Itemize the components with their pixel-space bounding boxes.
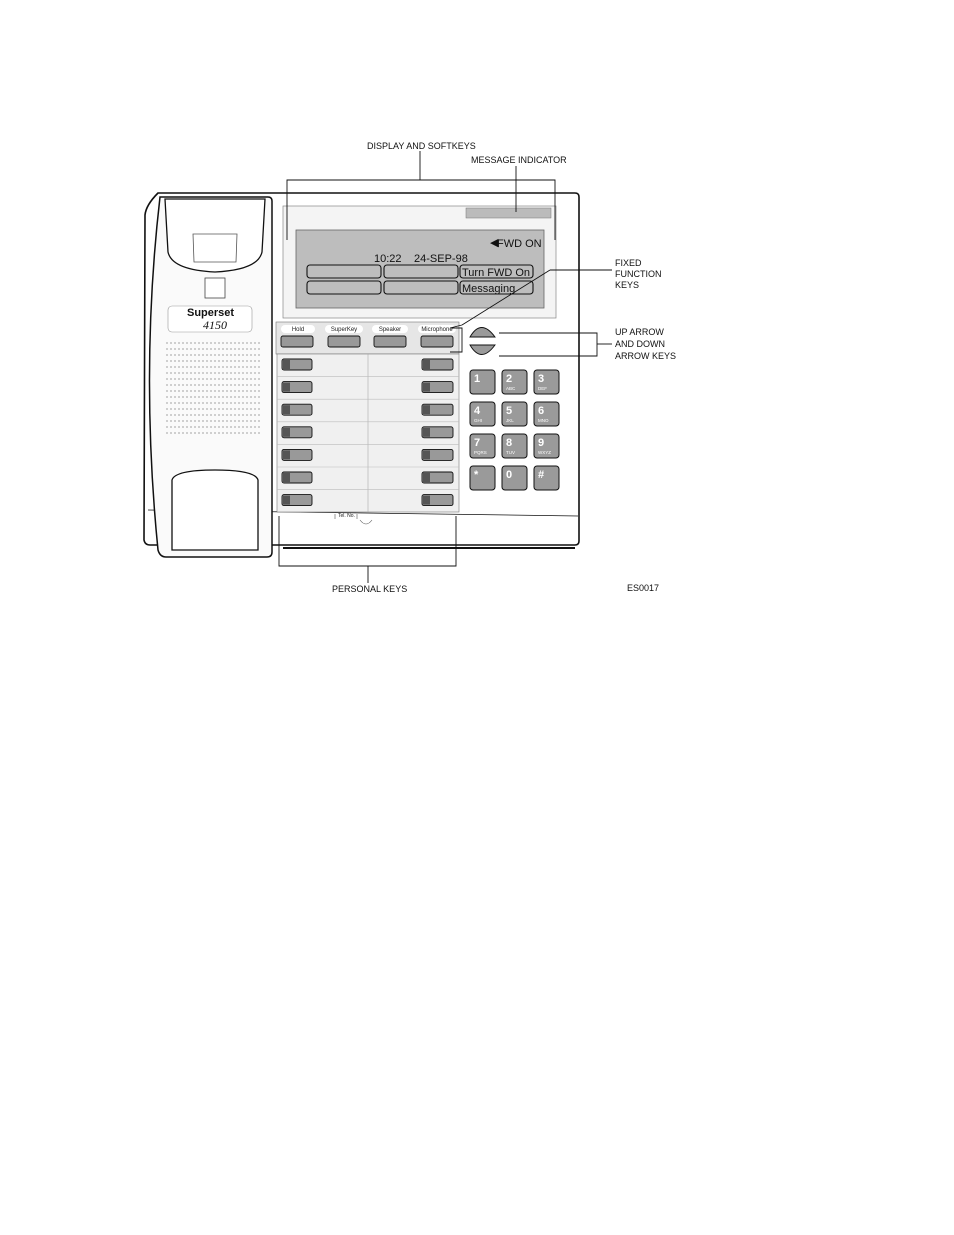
handset[interactable] — [149, 197, 272, 557]
softkey-5[interactable] — [384, 281, 458, 294]
arrow-keys-callout-1: UP ARROW — [615, 327, 664, 337]
dial-key-letters: ABC — [506, 386, 516, 391]
figure-code: ES0017 — [627, 583, 660, 593]
display-date: 24-SEP-98 — [414, 253, 468, 265]
dial-key-number: 5 — [506, 405, 513, 417]
dial-key-number: 0 — [506, 469, 513, 481]
dial-key-number: * — [474, 469, 479, 481]
dial-key-letters: DEF — [538, 386, 547, 391]
dial-key-2[interactable] — [502, 370, 527, 394]
dial-key-1[interactable] — [470, 370, 495, 394]
dial-key-star[interactable] — [470, 466, 495, 490]
dial-key-9[interactable] — [534, 434, 559, 458]
dial-key-hash[interactable] — [534, 466, 559, 490]
dial-key-number: 8 — [506, 437, 513, 449]
brand-name: Superset — [187, 307, 235, 319]
display-time: 10:22 — [374, 253, 402, 265]
dial-key-number: # — [538, 469, 545, 481]
arrow-keys-callout-3: ARROW KEYS — [615, 351, 677, 361]
fixed-function-callout-3: KEYS — [615, 280, 640, 290]
dial-key-number: 3 — [538, 373, 545, 385]
dial-key-number: 7 — [474, 437, 481, 449]
hold-button[interactable] — [281, 336, 313, 347]
personal-keys-callout: PERSONAL KEYS — [332, 584, 408, 594]
dial-key-5[interactable] — [502, 402, 527, 426]
display-status: FWD ON — [497, 238, 542, 250]
dial-key-letters: GHI — [474, 418, 483, 423]
superkey-label: SuperKey — [330, 327, 358, 333]
dial-key-letters: TUV — [506, 450, 515, 455]
model-number: 4150 — [203, 318, 227, 332]
status-arrow-icon: ◀ — [490, 237, 499, 249]
speaker-label: Speaker — [378, 327, 402, 333]
fixed-function-callout-2: FUNCTION — [615, 269, 662, 279]
dial-key-3[interactable] — [534, 370, 559, 394]
microphone-button[interactable] — [421, 336, 453, 347]
dial-key-number: 9 — [538, 437, 545, 449]
dial-key-letters: JKL — [506, 418, 514, 423]
dial-key-0[interactable] — [502, 466, 527, 490]
dial-key-7[interactable] — [470, 434, 495, 458]
dial-key-4[interactable] — [470, 402, 495, 426]
dial-key-letters: PQRS — [474, 450, 487, 455]
dial-key-8[interactable] — [502, 434, 527, 458]
dial-key-letters: WXYZ — [538, 450, 551, 455]
dial-key-number: 2 — [506, 373, 513, 385]
dial-key-number: 4 — [474, 405, 481, 417]
fixed-function-callout-1: FIXED — [615, 258, 642, 268]
hold-label: Hold — [291, 327, 305, 333]
dial-key-number: 1 — [474, 373, 481, 385]
microphone-label: Microphone — [421, 327, 453, 333]
message-indicator — [466, 208, 551, 218]
softkey-2[interactable] — [384, 265, 458, 278]
softkey-4[interactable] — [307, 281, 381, 294]
display-softkeys-callout: DISPLAY AND SOFTKEYS — [367, 141, 476, 151]
message-indicator-callout: MESSAGE INDICATOR — [471, 155, 567, 165]
dial-key-number: 6 — [538, 405, 545, 417]
arrow-keys-callout-2: AND DOWN — [615, 339, 665, 349]
softkey-1[interactable] — [307, 265, 381, 278]
speaker-button[interactable] — [374, 336, 406, 347]
softkey-label-2: Messaging — [462, 283, 516, 295]
superkey-button[interactable] — [328, 336, 360, 347]
tel-no-label: Tel. No. — [338, 513, 355, 519]
dial-key-6[interactable] — [534, 402, 559, 426]
dial-key-letters: MNO — [538, 418, 549, 423]
softkey-label-1: Turn FWD On — [462, 267, 531, 279]
